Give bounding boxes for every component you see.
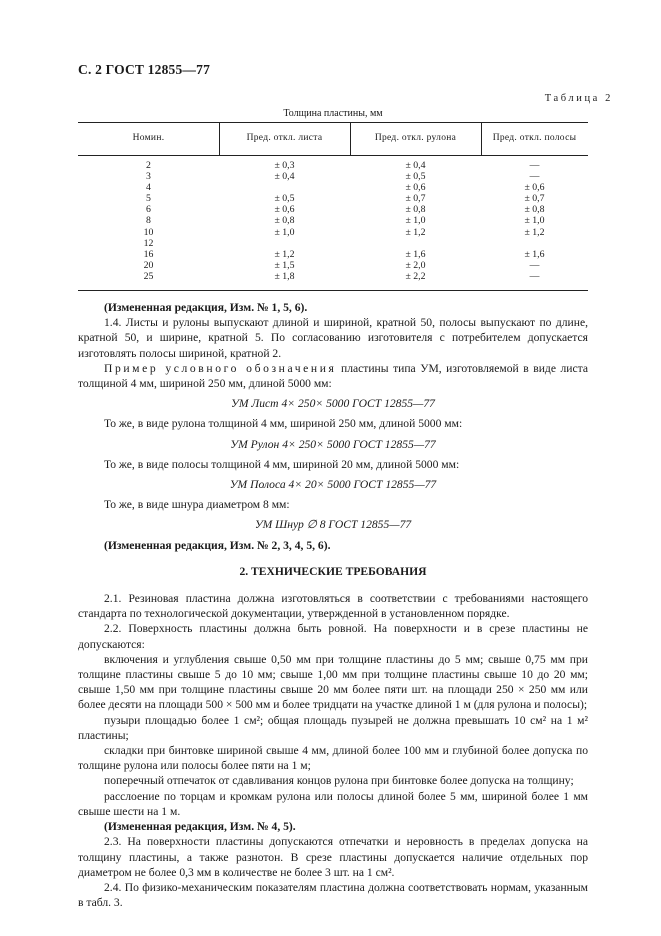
table-cell: ± 1,8 — [274, 270, 295, 282]
table-title: Толщина пластины, мм — [283, 108, 383, 119]
formula-sheet: УМ Лист 4× 250× 5000 ГОСТ 12855—77 — [231, 397, 435, 411]
col-header-strip: Пред. откл. полосы — [492, 133, 577, 143]
paragraph-2-3: 2.3. На поверхности пластины допускаются отпечатки и неровность в пределах допуска на толщину пластины, а также разнотон. В срезе пластины допускается наличие отдельных пор диаметром не более 0,3 мм в количестве не более 3 шт. на 1 см². — [78, 835, 588, 879]
example-paragraph — [78, 361, 588, 391]
example-text: пластины типа УМ, изготовляемой в виде листа толщиной 4 мм, шириной 250 мм, длиной 5000 мм: — [78, 361, 588, 391]
table-cell: ± 1,2 — [524, 226, 545, 238]
table-cell: 4 — [146, 182, 151, 194]
table-cell: 6 — [146, 204, 151, 216]
col-sheet — [219, 160, 350, 282]
table-cell: 25 — [143, 270, 154, 282]
table-cell: 5 — [146, 193, 151, 205]
table-cell: — — [529, 160, 540, 171]
paragraph-2-2-inclusions: включения и углубления свыше 0,50 мм при толщине пластины до 5 мм; свыше 0,75 мм при толщине пластины свыше 5 до 10 мм; свыше 1,00 мм при толщине пластины свыше 10 до 20 мм; свыше 1,50 мм при толщине пластины свыше 20 мм более пяти шт. на площади 250 × 250 мм или более десяти на площади 500 × 500 мм и более тридцати на участке длиной 1 м (для рулона и полосы); — [78, 652, 588, 712]
table-cell: ± 2,2 — [405, 270, 426, 282]
table-cell — [219, 182, 350, 193]
paragraph-1-4: 1.4. Листы и рулоны выпускают длиной и шириной, кратной 50, полосы выпускают по длине, кратной 50, и ширине, кратной 5. По согласованию изготовителя с потребителем допускается изготовлять полосы шириной, кратной 2. — [78, 316, 588, 360]
table-cell: ± 1,0 — [274, 226, 295, 238]
table-cell: ± 1,5 — [274, 259, 295, 271]
paragraph-2-2: 2.2. Поверхность пластины должна быть ровной. На поверхности и в срезе пластины не допускаются: — [78, 622, 588, 651]
col-nominal — [78, 160, 219, 282]
cord-paragraph: То же, в виде шнура диаметром 8 мм: — [104, 498, 290, 512]
table-cell: ± 0,8 — [274, 215, 295, 227]
paragraph-2-2-delamination: расслоение по торцам и кромкам рулона или полосы длиной более 5 мм, шириной более 1 мм свыше шести на 1 м. — [78, 789, 588, 818]
table-cell: 2 — [146, 160, 151, 171]
table-cell: 10 — [143, 226, 154, 238]
table-cell: — — [529, 259, 540, 271]
table-cell: ± 1,6 — [524, 248, 545, 260]
table-cell: ± 0,6 — [524, 182, 545, 194]
table-cell: ± 0,6 — [405, 182, 426, 194]
table-cell: ± 0,8 — [524, 204, 545, 216]
paragraph-2-2-imprint: поперечный отпечаток от сдавливания концов рулона при бинтовке более допуска на толщину; — [104, 774, 574, 788]
table-cell: ± 0,5 — [405, 171, 426, 183]
table-cell: ± 1,2 — [274, 248, 295, 260]
body-text — [78, 300, 588, 910]
paragraph-2-1: 2.1. Резиновая пластина должна изготовляться в соответствии с требованиями настоящего стандарта по технологической документации, утвержденной в установленном порядке. — [78, 592, 588, 621]
table-cell — [219, 238, 350, 249]
revision-note: (Измененная редакция, Изм. № 4, 5). — [104, 820, 296, 834]
page-header: С. 2 ГОСТ 12855—77 — [78, 62, 211, 77]
table-cell: ± 1,6 — [405, 248, 426, 260]
table-cell: ± 0,7 — [524, 193, 545, 205]
table-cell: ± 0,7 — [405, 193, 426, 205]
paragraph-2-2-bubbles: пузыри площадью более 1 см²; общая площадь пузырей не должна превышать 10 см² на 1 м² пластины; — [78, 713, 588, 742]
table-cell: 20 — [143, 259, 154, 271]
table-cell — [350, 238, 481, 249]
col-strip — [481, 160, 588, 282]
table-cell: ± 1,0 — [524, 215, 545, 227]
table-cell: ± 0,5 — [274, 193, 295, 205]
formula-strip: УМ Полоса 4× 20× 5000 ГОСТ 12855—77 — [229, 478, 437, 492]
col-roll — [350, 160, 481, 282]
col-header-nominal: Номин. — [132, 133, 165, 143]
revision-note: (Измененная редакция, Изм. № 1, 5, 6). — [104, 301, 308, 314]
table-cell: 16 — [143, 248, 154, 260]
paragraph-2-2-folds: складки при бинтовке шириной свыше 4 мм, длиной более 100 мм и глубиной более допуска по толщине рулона или полосы более пяти на 1 м; — [78, 744, 588, 773]
table-cell: ± 0,6 — [274, 204, 295, 216]
formula-roll: УМ Рулон 4× 250× 5000 ГОСТ 12855—77 — [230, 437, 436, 451]
roll-paragraph: То же, в виде рулона толщиной 4 мм, шириной 250 мм, длиной 5000 мм: — [104, 417, 463, 431]
col-header-roll: Пред. откл. рулона — [374, 133, 457, 143]
table-cell: ± 0,8 — [405, 204, 426, 216]
table-cell: ± 1,0 — [405, 215, 426, 227]
table-cell: 12 — [143, 237, 154, 249]
table-cell: 8 — [146, 215, 151, 227]
paragraph-2-4: 2.4. По физико-механическим показателям пластина должна соответствовать нормам, указанным в табл. 3. — [78, 880, 588, 910]
table-cell: ± 0,3 — [274, 160, 295, 171]
table-cell: ± 0,4 — [274, 171, 295, 183]
example-label: Пример условного обозначения — [104, 361, 337, 375]
table-caption: Таблица 2 — [544, 93, 613, 104]
table-cell: 3 — [146, 171, 151, 183]
section-title: 2. ТЕХНИЧЕСКИЕ ТРЕБОВАНИЯ — [239, 564, 427, 578]
table-cell: ± 2,0 — [405, 259, 426, 271]
revision-note: (Измененная редакция, Изм. № 2, 3, 4, 5, 6). — [104, 538, 331, 552]
strip-paragraph: То же, в виде полосы толщиной 4 мм, шириной 20 мм, длиной 5000 мм: — [104, 457, 460, 471]
col-header-sheet: Пред. откл. листа — [246, 133, 323, 143]
table-cell: ± 1,2 — [405, 226, 426, 238]
table-cell: ± 0,4 — [405, 160, 426, 171]
table-cell — [481, 238, 588, 249]
table-cell: — — [529, 270, 540, 282]
formula-cord: УМ Шнур ∅ 8 ГОСТ 12855—77 — [254, 518, 412, 532]
table-cell: — — [529, 171, 540, 183]
